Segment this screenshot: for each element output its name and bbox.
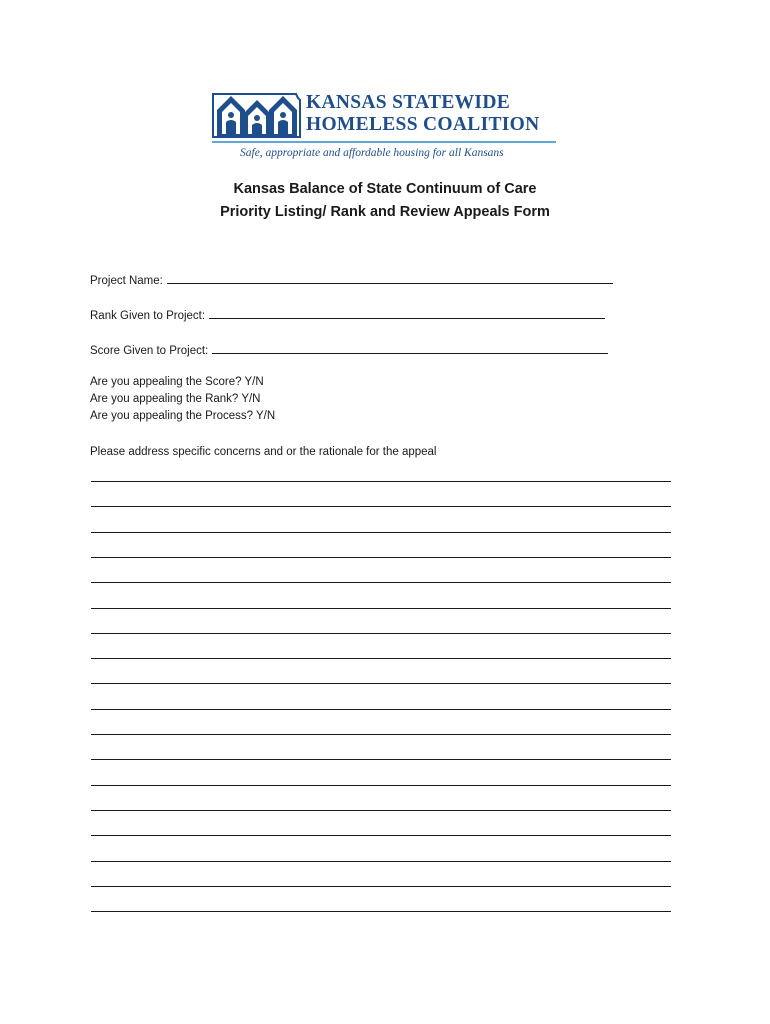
writing-line[interactable] [91, 886, 671, 887]
logo-text-line2: HOMELESS COALITION [306, 114, 540, 135]
writing-line[interactable] [91, 658, 671, 659]
rank-given-blank[interactable] [209, 307, 605, 319]
writing-line[interactable] [91, 683, 671, 684]
score-given-label: Score Given to Project: [90, 345, 209, 357]
rank-given-label: Rank Given to Project: [90, 310, 206, 322]
project-name-blank[interactable] [167, 272, 613, 284]
appeal-rationale-prompt: Please address specific concerns and or the rationale for the appeal [90, 446, 437, 458]
form-title-line2: Priority Listing/ Rank and Review Appeals Form [220, 204, 550, 220]
writing-line[interactable] [91, 608, 671, 609]
writing-line[interactable] [91, 582, 671, 583]
score-given-field[interactable] [90, 342, 608, 357]
writing-line[interactable] [91, 532, 671, 533]
writing-line[interactable] [91, 759, 671, 760]
writing-line[interactable] [91, 785, 671, 786]
houses-logo-icon [212, 92, 302, 138]
writing-line[interactable] [91, 481, 671, 482]
writing-line[interactable] [91, 861, 671, 862]
project-name-label: Project Name: [90, 275, 163, 287]
logo-tagline: Safe, appropriate and affordable housing for all Kansans [240, 147, 504, 159]
appeal-rank-question: Are you appealing the Rank? Y/N [90, 393, 261, 405]
organization-logo [212, 92, 560, 164]
logo-divider [212, 141, 556, 143]
writing-line[interactable] [91, 633, 671, 634]
appeal-score-question: Are you appealing the Score? Y/N [90, 376, 264, 388]
project-name-field[interactable] [90, 272, 613, 287]
writing-line[interactable] [91, 734, 671, 735]
score-given-blank[interactable] [212, 342, 608, 354]
writing-line[interactable] [91, 835, 671, 836]
appeal-process-question: Are you appealing the Process? Y/N [90, 410, 276, 422]
writing-line[interactable] [91, 557, 671, 558]
rank-given-field[interactable] [90, 307, 605, 322]
writing-line[interactable] [91, 810, 671, 811]
writing-line[interactable] [91, 911, 671, 912]
writing-line[interactable] [91, 506, 671, 507]
logo-text-line1: KANSAS STATEWIDE [306, 92, 511, 113]
writing-line[interactable] [91, 709, 671, 710]
form-title-line1: Kansas Balance of State Continuum of Care [233, 181, 537, 197]
